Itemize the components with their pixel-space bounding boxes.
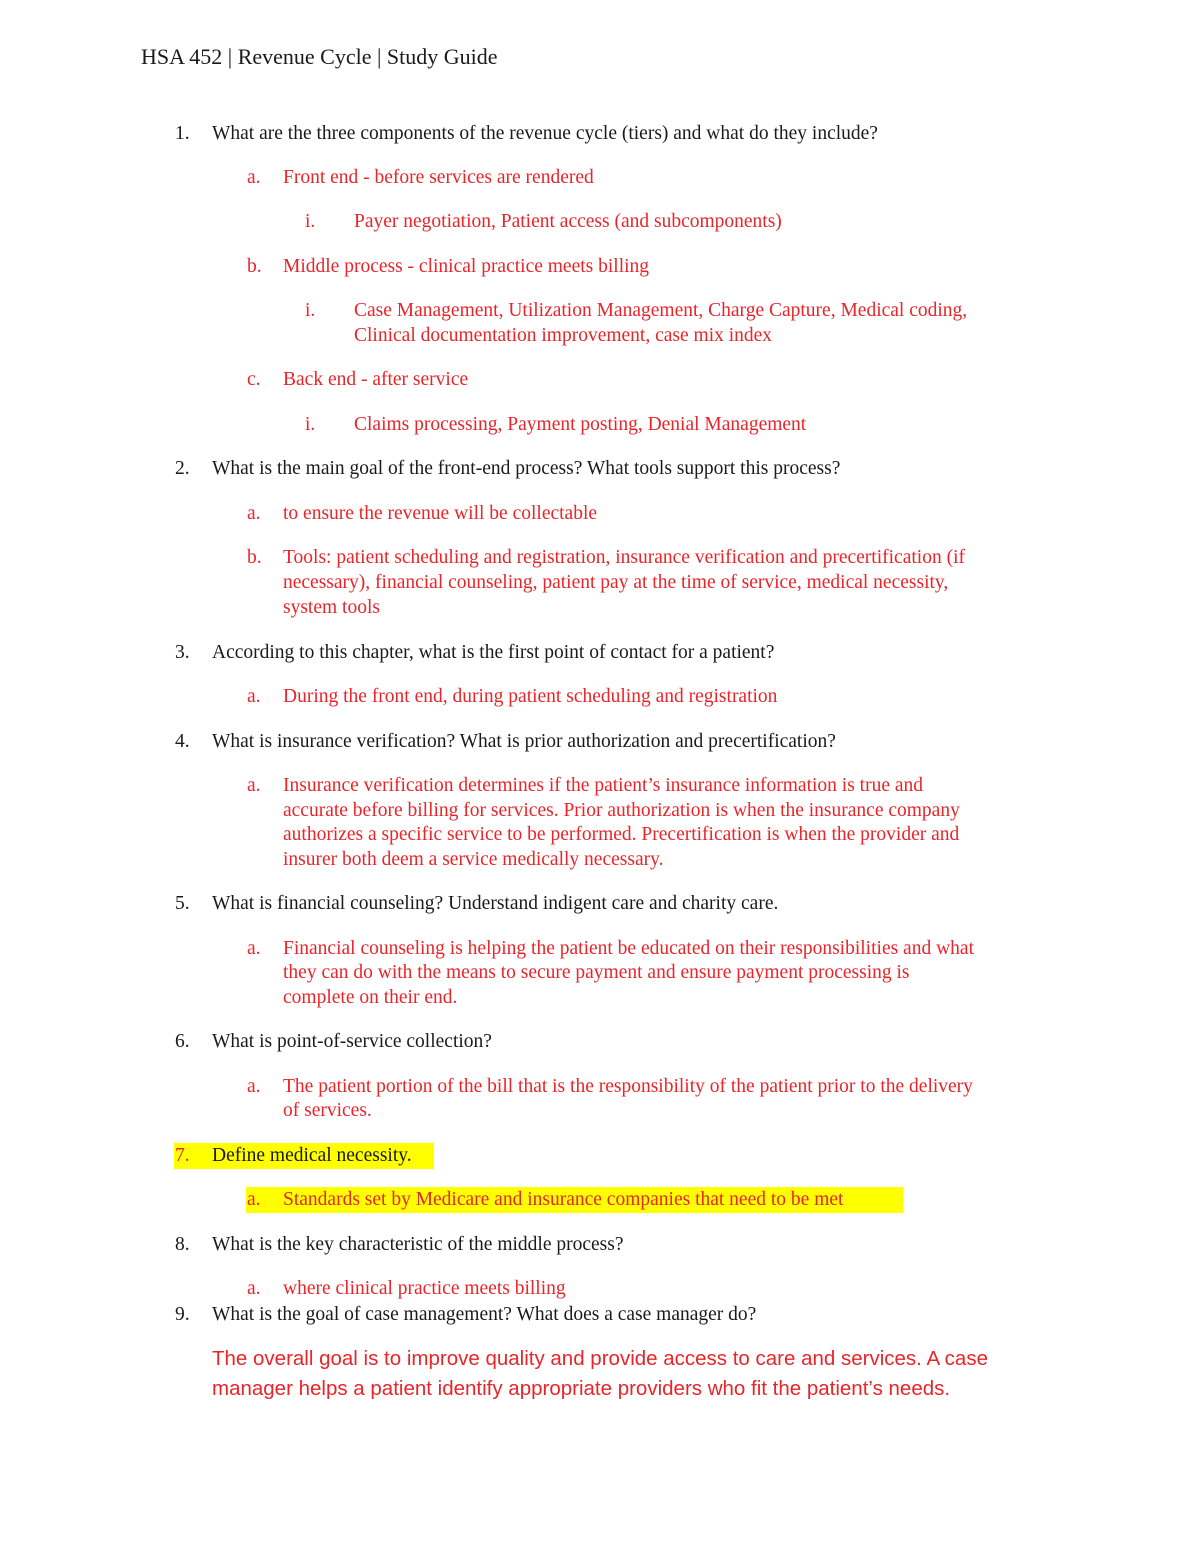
question-text: According to this chapter, what is the first point of contact for a patient? <box>212 642 775 663</box>
question-9 <box>0 1302 1200 1328</box>
answer-text: to ensure the revenue will be collectable <box>283 503 598 524</box>
sub-answer-text: Payer negotiation, Patient access (and subcomponents) <box>354 211 782 232</box>
answer-text: Front end - before services are rendered <box>283 167 594 188</box>
question-number: 3. <box>175 642 190 663</box>
answer-7a <box>0 1187 1200 1213</box>
answer-2b-cont-2 <box>0 595 1200 621</box>
question-8 <box>0 1232 1200 1258</box>
answer-2b <box>0 545 1200 571</box>
answer-5a-cont-2 <box>0 985 1200 1011</box>
answer-letter: a. <box>247 503 261 524</box>
answer-1a <box>0 165 1200 191</box>
question-number: 5. <box>175 893 190 914</box>
question-text: What is the goal of case management? What does a case manager do? <box>212 1304 757 1325</box>
answer-1c-i <box>0 412 1200 438</box>
answer-text: The patient portion of the bill that is the responsibility of the patient prior to the delivery <box>283 1076 973 1097</box>
answer-letter: b. <box>247 547 262 568</box>
answer-letter: a. <box>247 1189 261 1210</box>
question-7 <box>0 1143 1200 1169</box>
question-text: What is the main goal of the front-end process? What tools support this process? <box>212 458 841 479</box>
answer-letter: a. <box>247 167 261 188</box>
answer-text: they can do with the means to secure payment and ensure payment processing is <box>283 962 910 983</box>
roman-numeral: i. <box>305 300 316 321</box>
answer-letter: a. <box>247 1076 261 1097</box>
answer-letter: a. <box>247 938 261 959</box>
question-number: 9. <box>175 1304 190 1325</box>
answer-text: authorizes a specific service to be performed. Precertification is when the provider and <box>283 824 960 845</box>
answer-text: Tools: patient scheduling and registration, insurance verification and precertification (if <box>283 547 965 568</box>
answer-1b-i <box>0 298 1200 324</box>
question-text: Define medical necessity. <box>212 1145 412 1166</box>
question-text: What is financial counseling? Understand indigent care and charity care. <box>212 893 779 914</box>
answer-text: where clinical practice meets billing <box>283 1278 566 1299</box>
question-number: 6. <box>175 1031 190 1052</box>
answer-3a <box>0 684 1200 710</box>
answer-2b-cont-1 <box>0 570 1200 596</box>
answer-4a-cont-3 <box>0 847 1200 873</box>
question-number: 7. <box>175 1145 190 1166</box>
answer-text: necessary), financial counseling, patient pay at the time of service, medical necessity, <box>283 572 949 593</box>
roman-numeral: i. <box>305 414 316 435</box>
answer-6a-cont <box>0 1098 1200 1124</box>
answer-9-line-2: manager helps a patient identify appropriate providers who fit the patient’s needs. <box>212 1377 951 1400</box>
answer-4a <box>0 773 1200 799</box>
answer-letter: b. <box>247 256 262 277</box>
answer-text: system tools <box>283 597 380 618</box>
answer-letter: c. <box>247 369 261 390</box>
question-text: What is insurance verification? What is prior authorization and precertification? <box>212 731 836 752</box>
answer-text: accurate before billing for services. Prior authorization is when the insurance company <box>283 800 960 821</box>
question-1 <box>0 121 1200 147</box>
question-number: 2. <box>175 458 190 479</box>
sub-answer-text: Claims processing, Payment posting, Denial Management <box>354 414 807 435</box>
answer-2a <box>0 501 1200 527</box>
answer-6a <box>0 1074 1200 1100</box>
question-text: What is the key characteristic of the middle process? <box>212 1234 624 1255</box>
question-6 <box>0 1029 1200 1055</box>
sub-answer-text: Clinical documentation improvement, case mix index <box>354 325 773 346</box>
question-number: 8. <box>175 1234 190 1255</box>
answer-letter: a. <box>247 1278 261 1299</box>
page-title: HSA 452 | Revenue Cycle | Study Guide <box>141 44 498 69</box>
question-2 <box>0 456 1200 482</box>
answer-5a <box>0 936 1200 962</box>
answer-text: of services. <box>283 1100 372 1121</box>
answer-1a-i <box>0 209 1200 235</box>
answer-9-line-1: The overall goal is to improve quality and provide access to care and services. A case <box>212 1347 988 1370</box>
question-number: 1. <box>175 123 190 144</box>
sub-answer-text: Case Management, Utilization Management, Charge Capture, Medical coding, <box>354 300 968 321</box>
answer-text: Financial counseling is helping the patient be educated on their responsibilities and what <box>283 938 974 959</box>
question-text: What are the three components of the revenue cycle (tiers) and what do they include? <box>212 123 878 144</box>
answer-4a-cont-2 <box>0 822 1200 848</box>
question-text: What is point-of-service collection? <box>212 1031 492 1052</box>
answer-letter: a. <box>247 775 261 796</box>
roman-numeral: i. <box>305 211 316 232</box>
answer-4a-cont-1 <box>0 798 1200 824</box>
answer-text: Insurance verification determines if the patient’s insurance information is true and <box>283 775 924 796</box>
answer-1b <box>0 254 1200 280</box>
answer-1c <box>0 367 1200 393</box>
answer-text: Middle process - clinical practice meets billing <box>283 256 650 277</box>
answer-text: During the front end, during patient scheduling and registration <box>283 686 778 707</box>
question-3 <box>0 640 1200 666</box>
answer-1b-i-cont <box>0 323 1200 349</box>
answer-text: complete on their end. <box>283 987 458 1008</box>
answer-text: Standards set by Medicare and insurance companies that need to be met <box>283 1189 844 1210</box>
answer-text: Back end - after service <box>283 369 469 390</box>
answer-5a-cont-1 <box>0 960 1200 986</box>
question-number: 4. <box>175 731 190 752</box>
answer-8a <box>0 1276 1200 1302</box>
answer-text: insurer both deem a service medically necessary. <box>283 849 664 870</box>
question-4 <box>0 729 1200 755</box>
answer-letter: a. <box>247 686 261 707</box>
question-5 <box>0 891 1200 917</box>
